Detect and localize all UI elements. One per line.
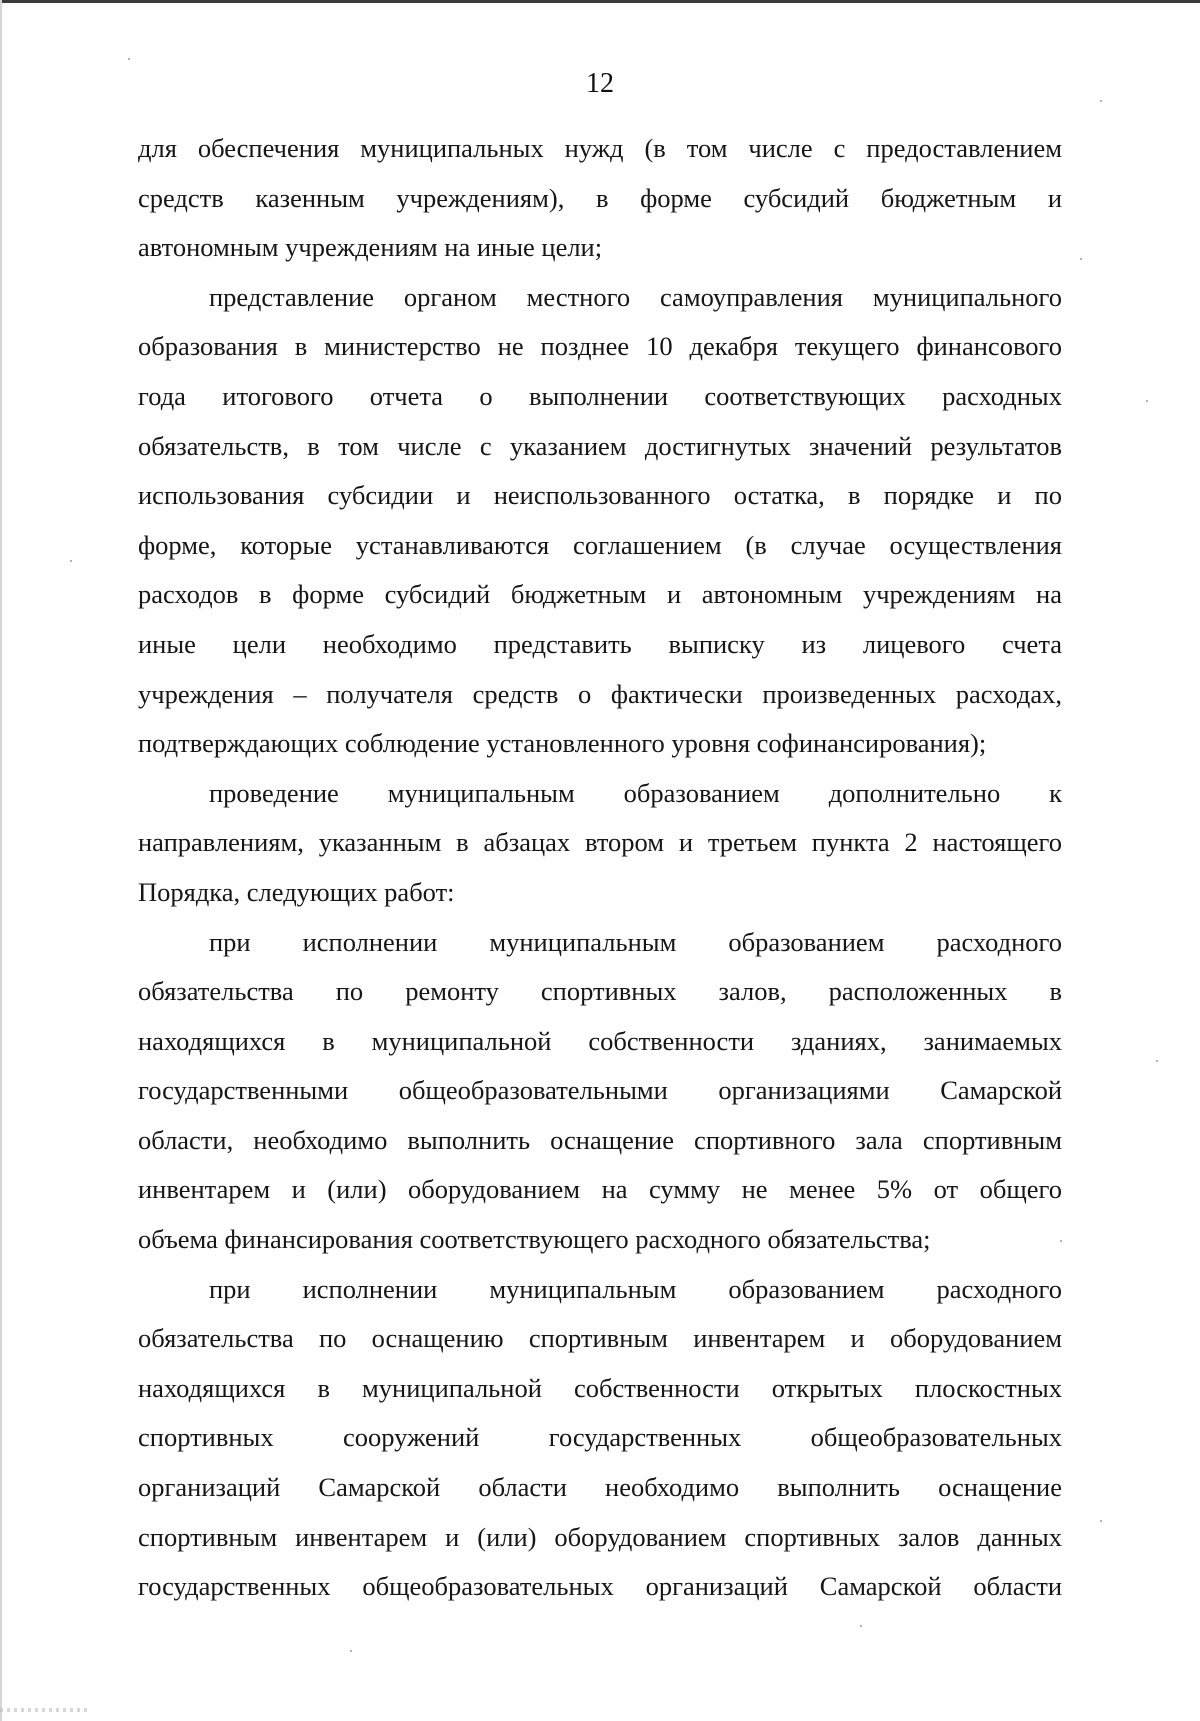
scan-speck — [1100, 100, 1102, 102]
text-line: использования субсидии и неиспользованного остатка, в порядке и по — [138, 480, 1062, 511]
scan-speck — [860, 1625, 862, 1627]
text-line: обязательств, в том числе с указанием достигнутых значений результатов — [138, 430, 1062, 461]
text-line: направлениям, указанным в абзацах втором и третьем пункта 2 настоящего — [138, 827, 1062, 858]
text-line: учреждения – получателя средств о фактически произведенных расходах, — [138, 678, 1062, 709]
scan-speck — [1060, 1240, 1062, 1242]
text-line: находящихся в муниципальной собственности открытых плоскостных — [138, 1372, 1062, 1403]
text-line: подтверждающих соблюдение установленного уровня софинансирования); — [138, 728, 987, 759]
text-line: при исполнении муниципальным образованием расходного — [209, 926, 1062, 957]
document-body — [138, 124, 1062, 1612]
text-line: организаций Самарской области необходимо выполнить оснащение — [138, 1472, 1062, 1503]
scan-bottom-noise — [0, 1708, 90, 1712]
text-line: при исполнении муниципальным образованием расходного — [209, 1273, 1062, 1304]
page-number: 12 — [586, 68, 614, 99]
scan-speck — [1156, 1060, 1158, 1062]
text-line: спортивным инвентарем и (или) оборудованием спортивных залов данных — [138, 1521, 1062, 1552]
text-line: государственных общеобразовательных организаций Самарской области — [138, 1571, 1062, 1602]
text-line: расходов в форме субсидий бюджетным и автономным учреждениям на — [138, 579, 1062, 610]
text-line: находящихся в муниципальной собственности зданиях, занимаемых — [138, 1025, 1062, 1056]
text-line: объема финансирования соответствующего расходного обязательства; — [138, 1224, 931, 1255]
text-line: иные цели необходимо представить выписку из лицевого счета — [138, 628, 1062, 659]
scan-speck — [1080, 258, 1082, 260]
text-line: автономным учреждениям на иные цели; — [138, 232, 603, 263]
scan-speck — [128, 58, 130, 60]
text-line: для обеспечения муниципальных нужд (в том числе с предоставлением — [138, 133, 1062, 163]
scan-speck — [350, 1650, 352, 1652]
text-line: области, необходимо выполнить оснащение спортивного зала спортивным — [138, 1124, 1062, 1155]
text-line: спортивных сооружений государственных общеобразовательных — [138, 1422, 1062, 1453]
text-line: года итогового отчета о выполнении соответствующих расходных — [138, 380, 1062, 411]
text-line: обязательства по оснащению спортивным инвентарем и оборудованием — [138, 1323, 1062, 1354]
text-line: средств казенным учреждениям), в форме субсидий бюджетным и — [138, 182, 1062, 213]
scan-speck — [1100, 1520, 1102, 1522]
text-line: форме, которые устанавливаются соглашением (в случае осуществления — [138, 529, 1062, 560]
text-line: проведение муниципальным образованием дополнительно к — [209, 777, 1062, 808]
text-line: государственными общеобразовательными организациями Самарской — [138, 1075, 1062, 1106]
text-line: Порядка, следующих работ: — [138, 876, 455, 907]
text-line: образования в министерство не позднее 10 декабря текущего финансового — [138, 331, 1062, 362]
text-line: обязательства по ремонту спортивных залов, расположенных в — [138, 976, 1062, 1007]
text-line: представление органом местного самоуправления муниципального — [209, 281, 1062, 312]
scan-speck — [70, 560, 72, 562]
scan-top-edge — [0, 0, 1200, 3]
scan-speck — [1146, 400, 1148, 402]
scan-left-edge — [0, 0, 2, 1721]
text-line: инвентарем и (или) оборудованием на сумму не менее 5% от общего — [138, 1174, 1062, 1205]
